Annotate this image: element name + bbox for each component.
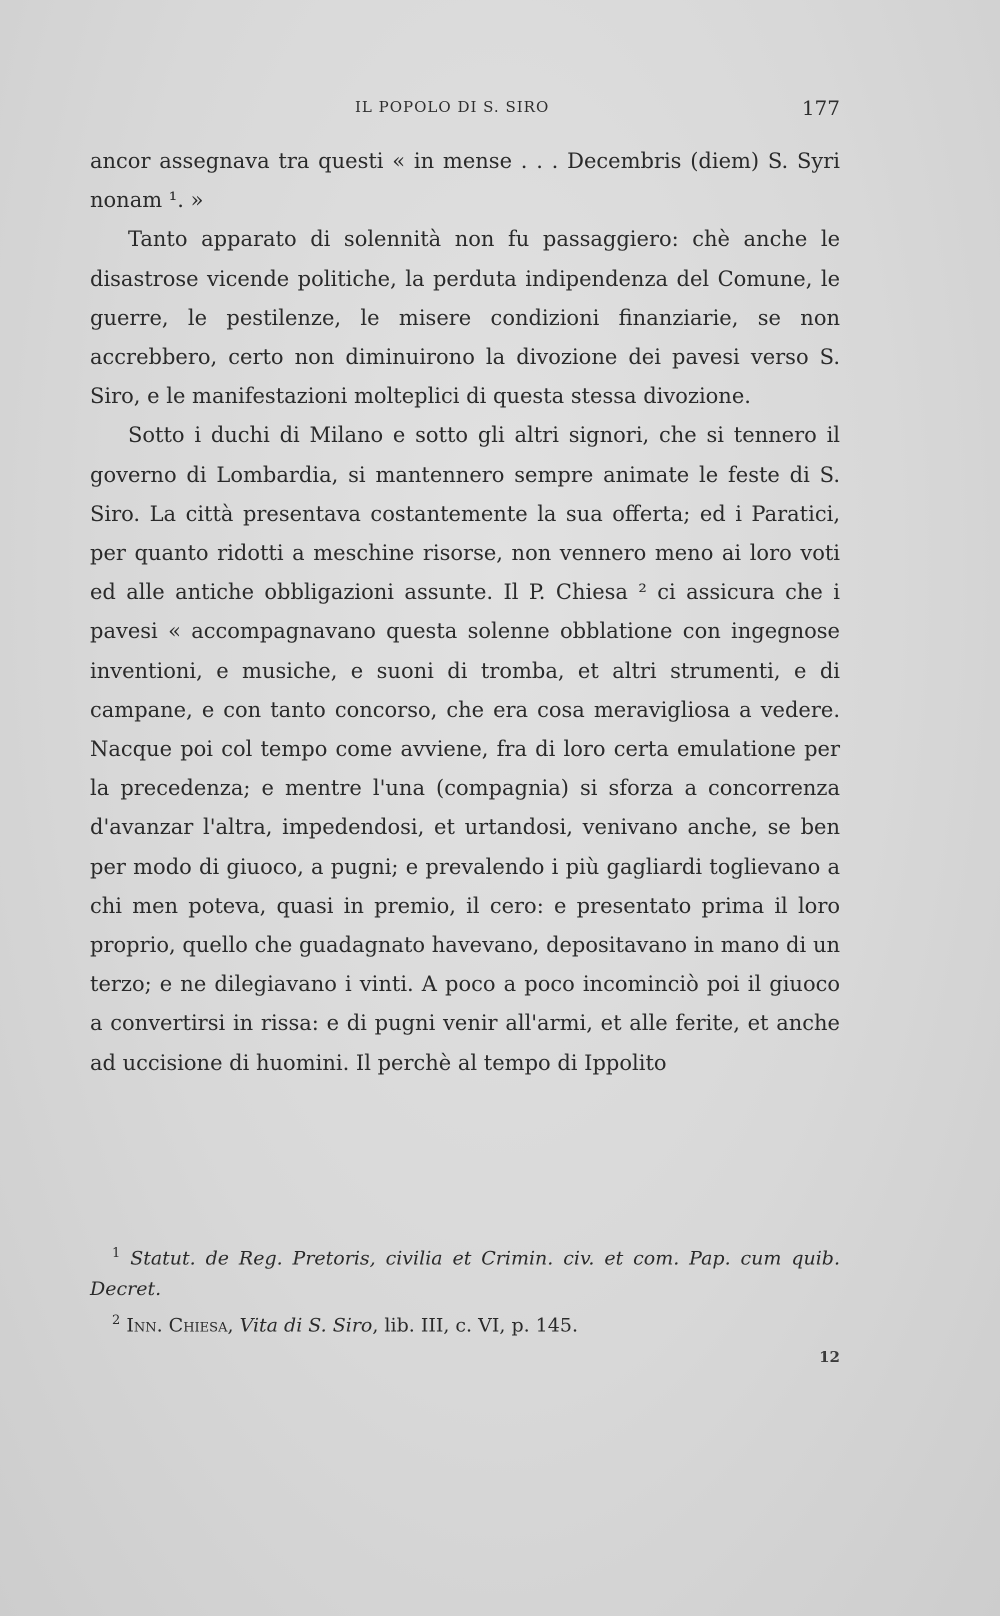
footnote-1-text: Statut. de Reg. Pretoris, civilia et Crimin. civ. et com. Pap. cum quib. Decret. — [90, 1247, 840, 1301]
page-number: 177 — [801, 96, 840, 120]
footnote-2: $^2$ Inn. Chiesa, Vita di S. Siro, lib. III, c. VI, p. 145. — [112, 1313, 578, 1337]
footnote-2-mark: 2 — [112, 1313, 121, 1329]
page-header — [90, 96, 840, 120]
running-head: IL POPOLO DI S. SIRO — [355, 98, 550, 116]
paragraph-1: ancor assegnava tra questi « in mense . . . Decembris (diem) S. Syri nonam ¹. » — [90, 149, 840, 213]
paragraph-2: Tanto apparato di solennità non fu passaggiero: chè anche le disastrose vicende politiche, la perduta indipendenza del Comune, le guerre, le pestilenze, le misere condizioni finanziarie, se non accrebbero, certo non diminuirono la divozione dei pavesi verso S. Siro, e le manifestazioni molteplici di questa stessa divozione. — [90, 227, 840, 409]
body-text — [90, 142, 840, 1083]
footnote-1 — [90, 1238, 840, 1305]
footnote-1-mark: 1 — [112, 1246, 121, 1261]
footnote-2-author: Inn. Chiesa — [126, 1314, 228, 1337]
paragraph-3: Sotto i duchi di Milano e sotto gli altri signori, che si tennero il governo di Lombardia, si mantennero sempre animate le feste di S. Siro. La città presentava costantemente la sua offerta; ed i Paratici, per quanto ridotti a meschine risorse, non vennero meno ai loro voti ed alle antiche obbligazioni assunte. Il P. Chiesa ² ci assicura che i pavesi « accompagnavano questa solenne obblatione con ingegnose inventioni, e musiche, e suoni di tromba, et altri strumenti, e di campane, e con tanto concorso, che era cosa meravigliosa a vedere. Nacque poi col tempo come avviene, fra di loro certa emulatione per la precedenza; e mentre l'una (compagnia) si sforza a concorrenza d'avanzar l'altra, impedendosi, et urtandosi, venivano anche, se ben per modo di giuoco, a pugni; e prevalendo i più gagliardi toglievano a chi men poteva, quasi in premio, il cero: e presentato prima il loro proprio, quello che guadagnato havevano, depositavano in mano di un terzo; e ne dilegiavano i vinti. A poco a poco incominciò poi il giuoco a convertirsi in rissa: e di pugni venir all'armi, et alle ferite, et anche ad uccisione di huomini. Il perchè al tempo di Ippolito — [90, 423, 840, 1075]
footnote-2-title: Vita di S. Siro — [239, 1314, 373, 1337]
signature-mark: 12 — [819, 1348, 840, 1366]
footnote-2-rest: , lib. III, c. VI, p. 145. — [372, 1314, 578, 1337]
footnotes — [90, 1238, 840, 1342]
